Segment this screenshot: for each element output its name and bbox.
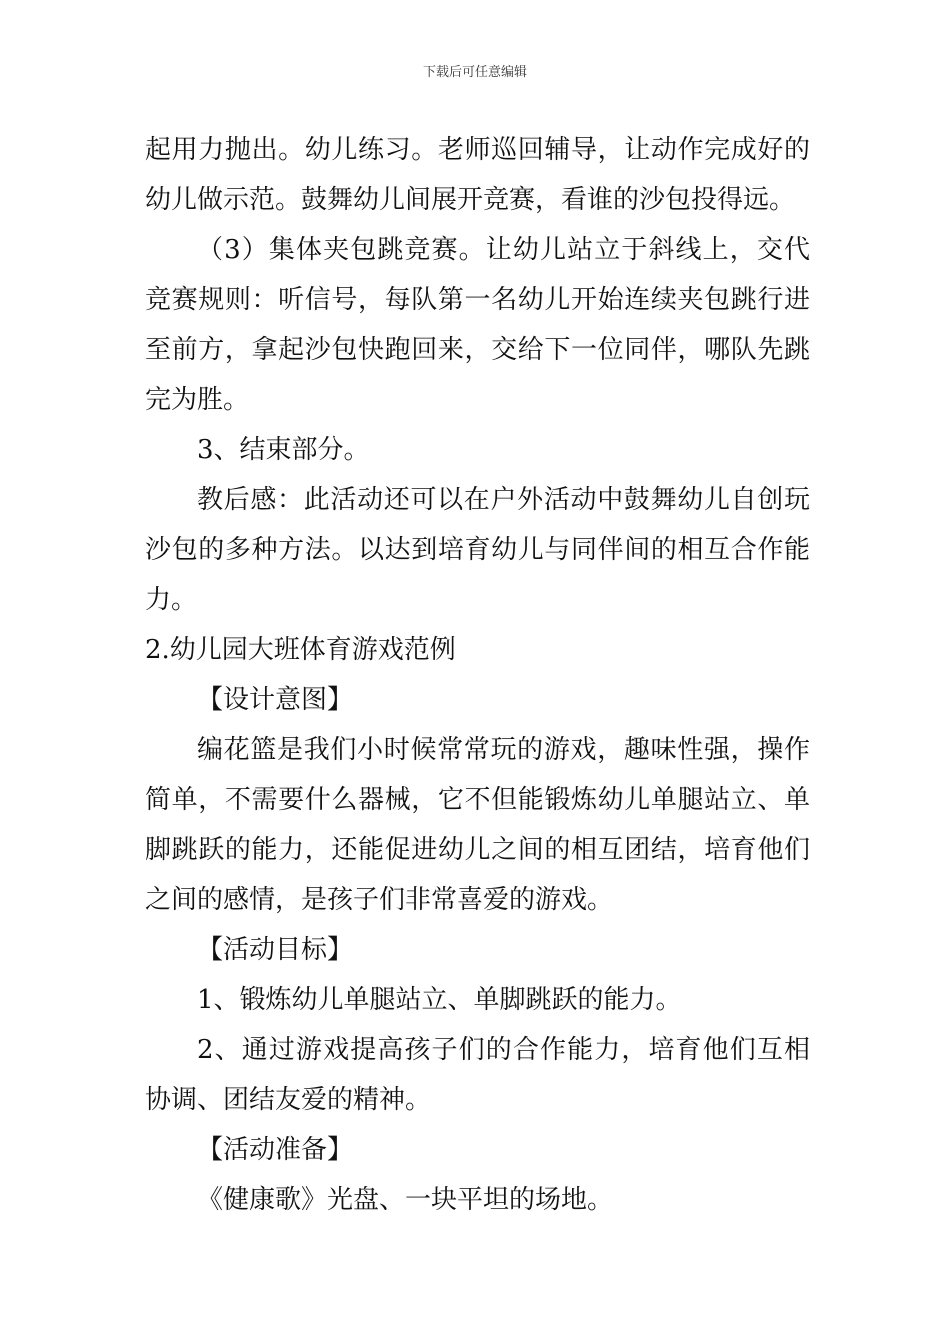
goal-item-2: 2、通过游戏提高孩子们的合作能力，培育他们互相协调、团结友爱的精神。	[145, 1035, 810, 1115]
heading-activity-goals: 【活动目标】	[197, 935, 354, 965]
heading-design-intent: 【设计意图】	[197, 685, 354, 715]
goal-item-1: 1、锻炼幼儿单腿站立、单脚跳跃的能力。	[197, 985, 682, 1015]
paragraph-design-intent: 编花篮是我们小时候常常玩的游戏，趣味性强，操作简单，不需要什么器械，它不但能锻炼幼儿单腿站立、单脚跳跃的能力，还能促进幼儿之间的相互团结，培育他们之间的感情，是孩子们非常喜爱的游戏。	[145, 735, 810, 915]
heading-activity-preparation: 【活动准备】	[197, 1135, 354, 1165]
paragraph-relay-game: （3）集体夹包跳竞赛。让幼儿站立于斜线上，交代竞赛规则：听信号，每队第一名幼儿开始连续夹包跳行进至前方，拿起沙包快跑回来，交给下一位同伴，哪队先跳完为胜。	[145, 235, 810, 415]
paragraph-preparation: 《健康歌》光盘、一块平坦的场地。	[197, 1185, 614, 1215]
page-header-note: 下载后可任意编辑	[422, 65, 527, 80]
paragraph-continuation: 起用力抛出。幼儿练习。老师巡回辅导，让动作完成好的幼儿做示范。鼓舞幼儿间展开竞赛，看谁的沙包投得远。	[145, 135, 810, 215]
paragraph-reflection: 教后感：此活动还可以在户外活动中鼓舞幼儿自创玩沙包的多种方法。以达到培育幼儿与同伴间的相互合作能力。	[145, 485, 810, 615]
paragraph-ending-section: 3、结束部分。	[197, 435, 370, 465]
section-title: 2.幼儿园大班体育游戏范例	[145, 635, 456, 665]
document-body	[145, 125, 810, 1225]
